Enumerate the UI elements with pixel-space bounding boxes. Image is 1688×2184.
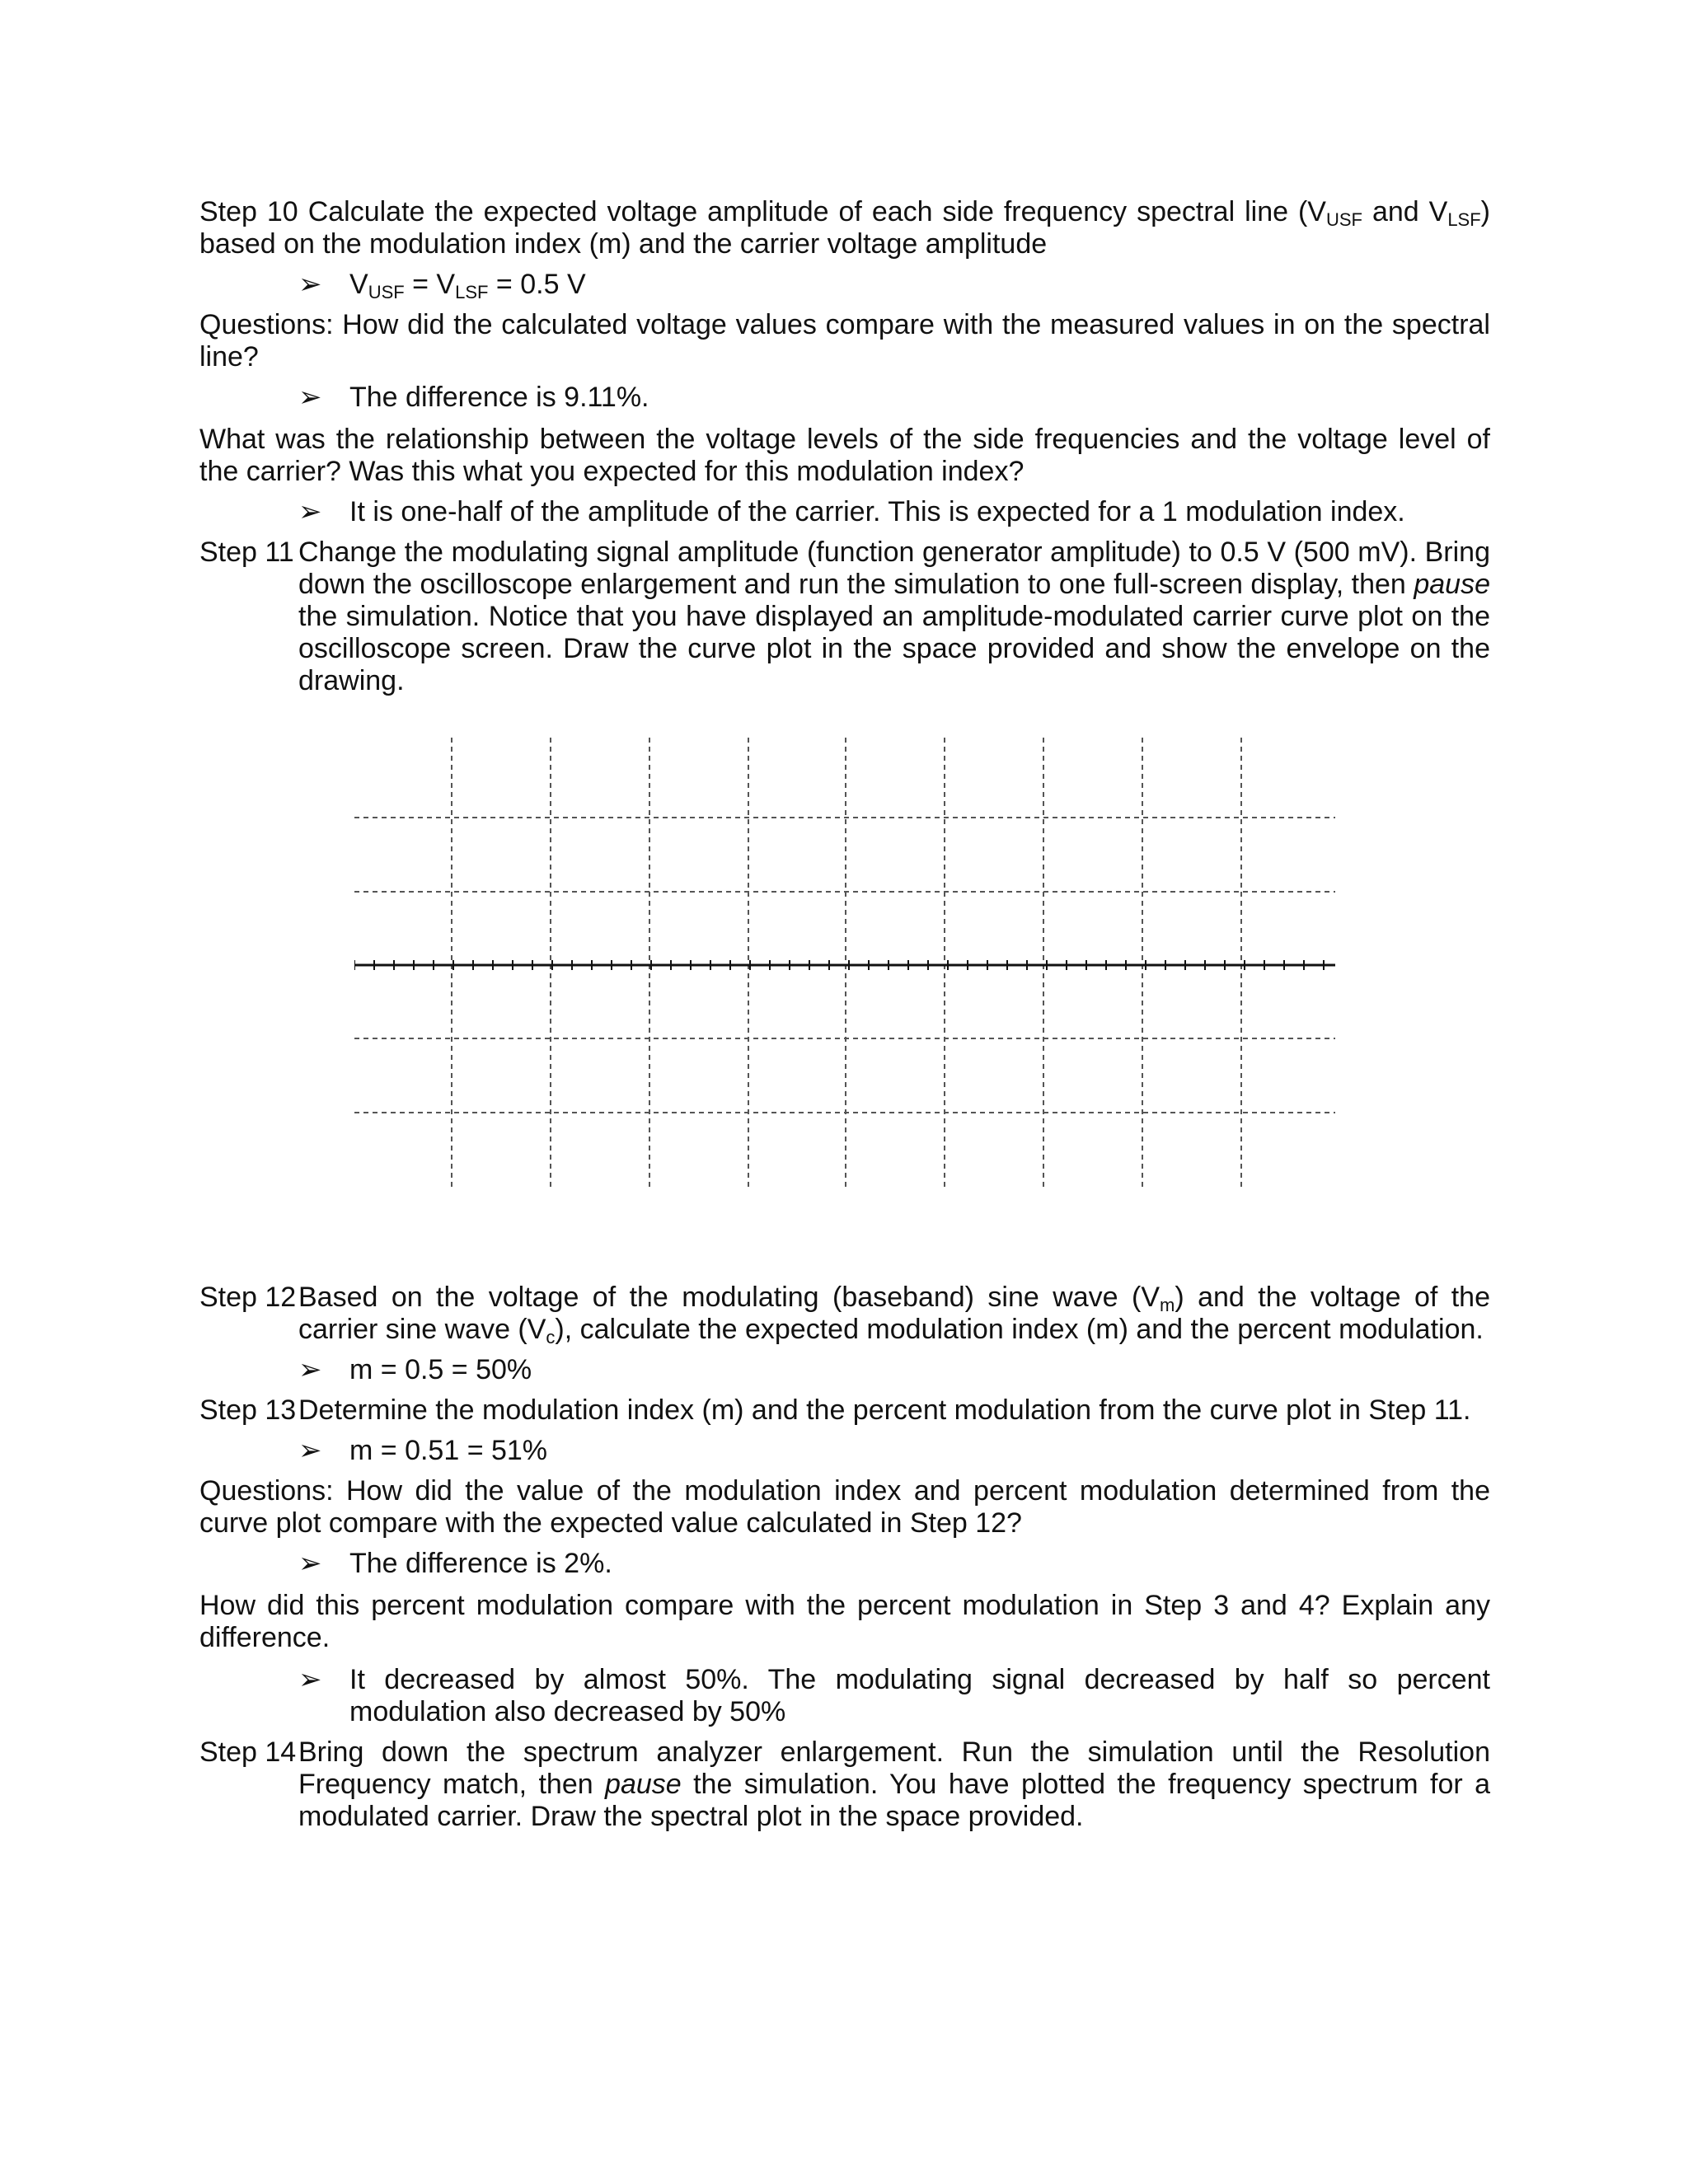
arrow-bullet-icon: ➢	[298, 1435, 322, 1466]
bullet-item	[298, 382, 1490, 414]
oscilloscope-drawing-grid	[354, 738, 1335, 1191]
answer-text: It decreased by almost 50%. The modulating signal decreased by half so percent modulation also decreased by 50%	[349, 1664, 1490, 1727]
document-page-lower	[199, 1282, 1490, 1833]
question-paragraph: Questions: How did the calculated voltage values compare with the measured values in on the spectral line?	[199, 309, 1490, 373]
document-page	[199, 196, 1490, 697]
step-11: Step 11 Change the modulating signal amplitude (function generator amplitude) to 0.5 V (500 mV). Bring down the oscilloscope enlargement and run the simulation to one full-screen display, then pause the simulation. Notice that you have displayed an amplitude-modulated carrier curve plot on the oscilloscope screen. Draw the curve plot in the space provided and show the envelope on the drawing.	[199, 537, 1490, 696]
step-label: Step 11	[199, 537, 294, 568]
question-paragraph: Questions: How did the value of the modulation index and percent modulation determined from the curve plot compare with the expected value calculated in Step 12?	[199, 1475, 1490, 1539]
step-label: Step 13	[199, 1394, 297, 1426]
arrow-bullet-icon: ➢	[298, 1664, 322, 1695]
arrow-bullet-icon: ➢	[298, 382, 322, 413]
arrow-bullet-icon: ➢	[298, 1354, 322, 1385]
answer-text: The difference is 9.11%.	[349, 382, 649, 413]
step-13: Step 13 Determine the modulation index (m) and the percent modulation from the curve plot in Step 11.	[199, 1394, 1471, 1426]
arrow-bullet-icon: ➢	[298, 269, 322, 300]
bullet-item	[298, 1548, 1490, 1580]
arrow-bullet-icon: ➢	[298, 496, 322, 527]
bullet-item	[298, 1435, 1490, 1467]
question-paragraph: What was the relationship between the voltage levels of the side frequencies and the voltage level of the carrier? Was this what you expected for this modulation index?	[199, 424, 1490, 487]
step-10: Step 10 Calculate the expected voltage amplitude of each side frequency spectral line ($V_{USF}$ and $V_{LSF}$) based on the modulation index (m) and the carrier voltage amplitude	[199, 196, 1490, 260]
answer-text: It is one-half of the amplitude of the carrier. This is expected for a 1 modulation index.	[349, 496, 1405, 527]
answer-text: m = 0.5 = 50%	[349, 1354, 532, 1385]
bullet-item	[298, 1354, 1490, 1386]
step-label: Step 14	[199, 1736, 297, 1768]
bullet-item: ➢ $V_{USF} = V_{LSF} = 0.5$ V	[298, 269, 586, 302]
arrow-bullet-icon: ➢	[298, 1548, 322, 1579]
answer-text: The difference is 2%.	[349, 1548, 612, 1579]
step-14: Step 14 Bring down the spectrum analyzer enlargement. Run the simulation until the Resolution Frequency match, then pause the simulation. You have plotted the frequency spectrum for a modulated carrier. Draw the spectral plot in the space provided.	[199, 1736, 1491, 1832]
step-12: Step 12 Based on the voltage of the modulating (baseband) sine wave $(V_m)$ and the voltage of the carrier sine wave $(V_c)$, calculate the expected modulation index (m) and the percent modulation.	[199, 1282, 1491, 1347]
bullet-item	[298, 1664, 1490, 1728]
step-label: Step 10	[199, 196, 298, 227]
answer-text: m = 0.51 = 51%	[349, 1435, 548, 1466]
bullet-item	[298, 496, 1490, 528]
step-label: Step 12	[199, 1282, 297, 1313]
question-paragraph: How did this percent modulation compare with the percent modulation in Step 3 and 4? Explain any difference.	[199, 1590, 1490, 1653]
